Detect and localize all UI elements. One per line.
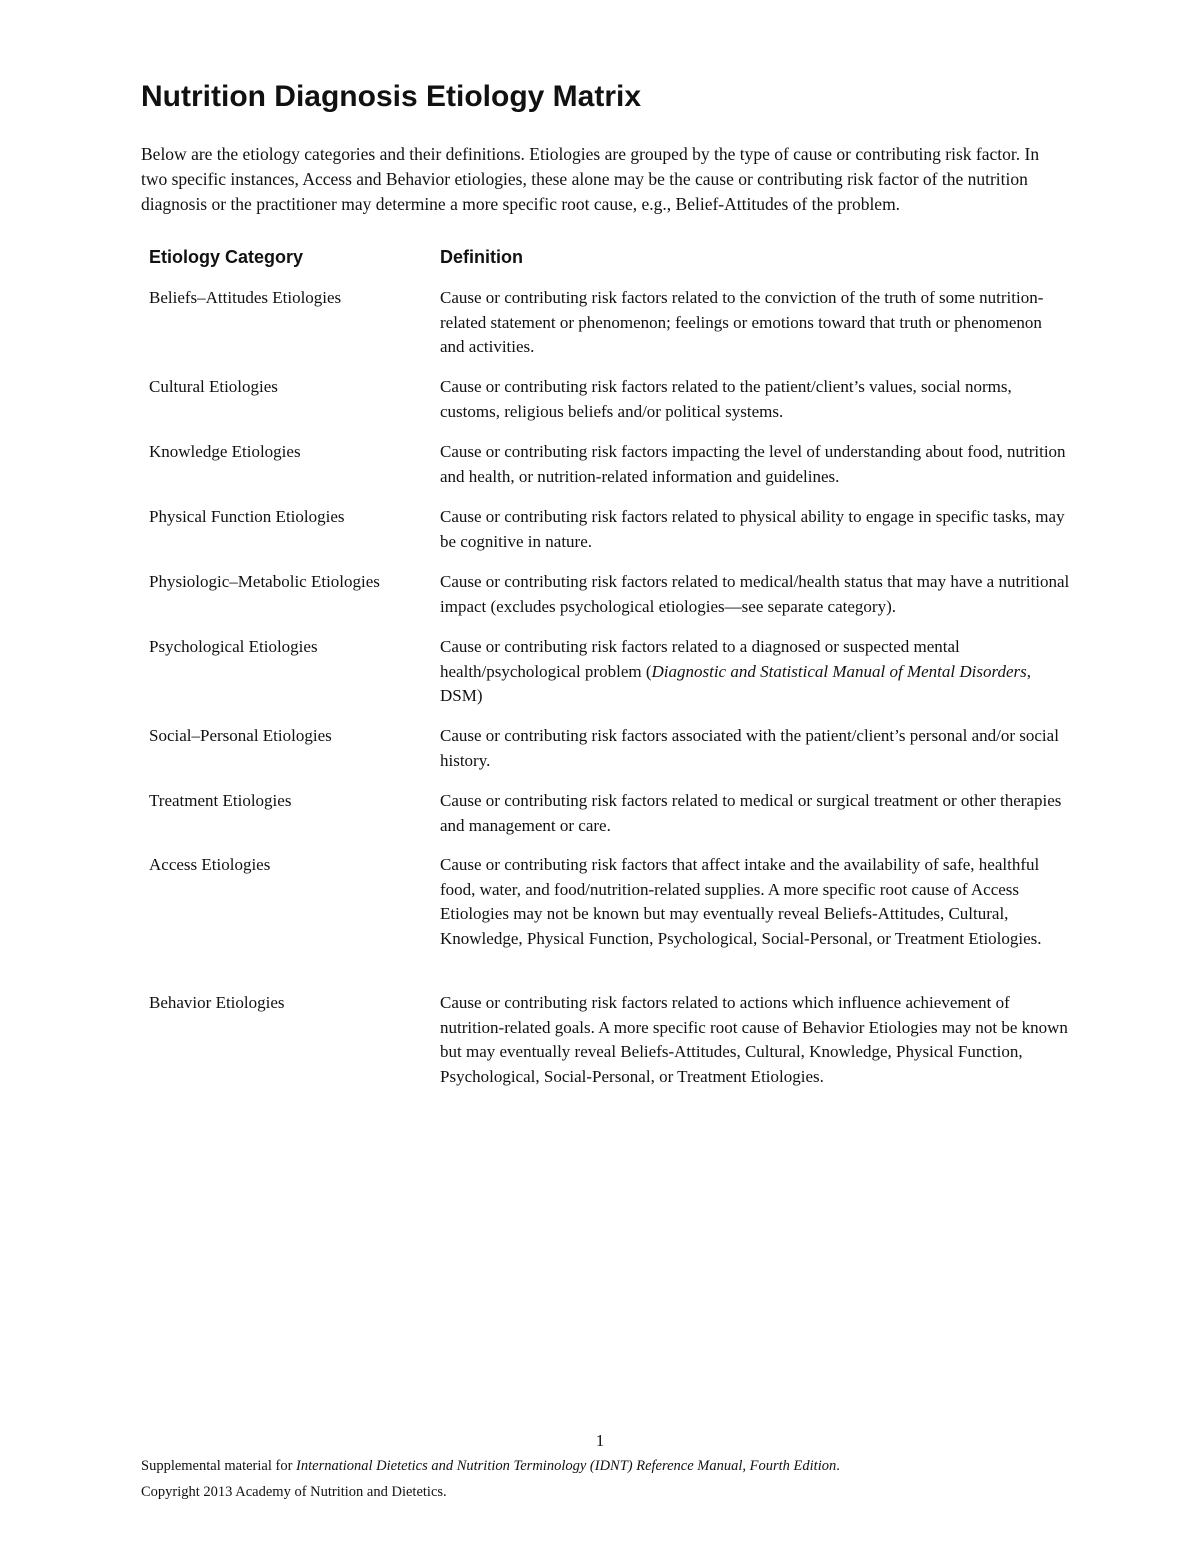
category-cell: Beliefs–Attitudes Etiologies	[149, 288, 342, 307]
category-cell: Social–Personal Etiologies	[149, 726, 332, 745]
definition-cell: Cause or contributing risk factors related to medical or surgical treatment or other therapies and management or care.	[440, 791, 1062, 835]
definition-cell: Cause or contributing risk factors that affect intake and the availability of safe, healthful food, water, and food/nutrition-related supplies. A more specific root cause of Access Etiologies may not be known but may eventually reveal Beliefs-Attitudes, Cultural, Knowledge, Physical Function, Psychological, Social-Personal, or Treatment Etiologies.	[440, 855, 1042, 948]
category-cell: Physiologic–Metabolic Etiologies	[149, 572, 380, 591]
dsm-title: Diagnostic and Statistical Manual of Mental Disorders	[651, 661, 1027, 681]
category-cell: Knowledge Etiologies	[149, 442, 301, 461]
definition-cell: Cause or contributing risk factors related to actions which influence achievement of nutrition-related goals. A more specific root cause of Behavior Etiologies may not be known but may eventually reveal Beliefs-Attitudes, Cultural, Knowledge, Physical Function, Psychological, Social-Personal, or Treatment Etiologies.	[440, 993, 1068, 1086]
header-etiology-category: Etiology Category	[149, 247, 304, 267]
footer-text: Supplemental material for	[141, 1458, 297, 1474]
category-cell: Behavior Etiologies	[149, 993, 285, 1012]
definition-text: , DSM)	[440, 661, 1031, 705]
intro-paragraph: Below are the etiology categories and their definitions. Etiologies are grouped by the type of cause or contributing risk factor. In two specific instances, Access and Behavior etiologies, these alone may be the cause or contributing risk factor of the nutrition diagnosis or the practitioner may determine a more specific root cause, e.g., Belief-Attitudes of the problem.	[141, 144, 1040, 214]
category-cell: Cultural Etiologies	[149, 377, 278, 396]
definition-cell: Cause or contributing risk factors impacting the level of understanding about food, nutrition and health, or nutrition-related information and guidelines.	[440, 442, 1066, 486]
manual-title: International Dietetics and Nutrition Terminology (IDNT) Reference Manual, Fourth Edition	[296, 1458, 837, 1474]
category-cell: Access Etiologies	[149, 855, 271, 874]
definition-cell: Cause or contributing risk factors related to the patient/client’s values, social norms, customs, religious beliefs and/or political systems.	[440, 377, 1012, 421]
category-cell: Psychological Etiologies	[149, 637, 318, 656]
definition-cell: Cause or contributing risk factors related to physical ability to engage in specific tasks, may be cognitive in nature.	[440, 507, 1065, 551]
category-cell: Treatment Etiologies	[149, 791, 292, 810]
category-cell: Physical Function Etiologies	[149, 507, 345, 526]
definition-cell: Cause or contributing risk factors associated with the patient/client’s personal and/or social history.	[440, 726, 1059, 770]
definition-text: Cause or contributing risk factors related to a diagnosed or suspected mental health/psychological problem (	[440, 637, 960, 681]
page-number: 1	[595, 1431, 605, 1450]
definition-cell	[440, 635, 1070, 709]
page-title: Nutrition Diagnosis Etiology Matrix	[141, 80, 642, 113]
header-definition: Definition	[440, 247, 523, 267]
footer-copyright: Copyright 2013 Academy of Nutrition and Dietetics.	[141, 1484, 447, 1500]
definition-cell: Cause or contributing risk factors related to medical/health status that may have a nutritional impact (excludes psychological etiologies—see separate category).	[440, 572, 1070, 616]
footer-text: .	[836, 1458, 840, 1474]
definition-cell: Cause or contributing risk factors related to the conviction of the truth of some nutrition-related statement or phenomenon; feelings or emotions toward that truth or phenomenon and activities.	[440, 288, 1044, 356]
footer-supplemental-note	[141, 1458, 840, 1475]
